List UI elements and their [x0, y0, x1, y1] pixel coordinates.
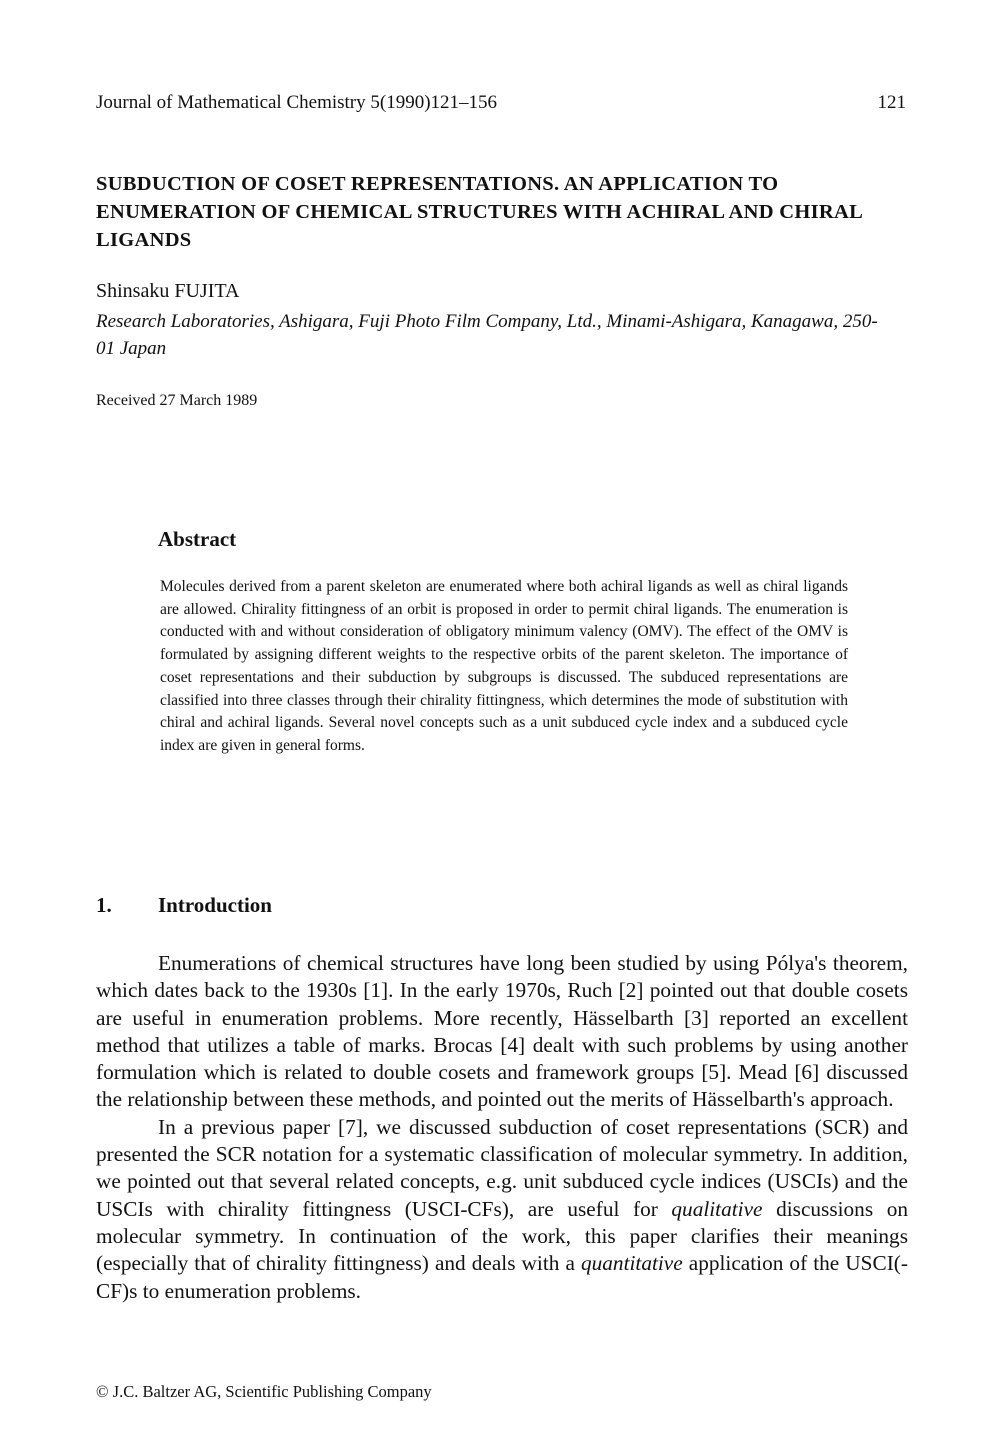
intro-p2-emphasis-qualitative: qualitative — [671, 1196, 763, 1221]
author-name: Shinsaku FUJITA — [96, 280, 240, 302]
section-title: Introduction — [158, 893, 272, 917]
intro-p2-text-c: application of the USCI(-CF)s to enumeration problems. — [96, 1251, 908, 1303]
copyright-footer: © J.C. Baltzer AG, Scientific Publishing Company — [96, 1382, 432, 1401]
intro-p2-text-b: discussions on molecular symmetry. In continuation of the work, this paper clarifies their meanings (especially that of chirality fittingness) and deals with a — [96, 1196, 909, 1276]
author-affiliation: Research Laboratories, Ashigara, Fuji Photo Film Company, Ltd., Minami-Ashigara, Kanagawa, 250-01 Japan — [96, 311, 878, 359]
intro-p2-emphasis-quantitative: quantitative — [580, 1251, 683, 1276]
journal-citation: Journal of Mathematical Chemistry 5(1990)121–156 — [96, 92, 498, 113]
section-heading — [96, 893, 272, 918]
running-head — [96, 92, 906, 114]
intro-p2-text-a: In a previous paper [7], we discussed subduction of coset representations (SCR) and presented the SCR notation for a systematic classification of molecular symmetry. In addition, we pointed out that several related concepts, e.g. unit subduced cycle indices (USCIs) and the USCIs with chirality fittingness (USCI-CFs), are useful for — [96, 1114, 908, 1221]
received-date: Received 27 March 1989 — [96, 392, 258, 409]
introduction-body — [96, 950, 908, 1305]
abstract-heading: Abstract — [158, 527, 237, 551]
abstract-text: Molecules derived from a parent skeleton are enumerated where both achiral ligands as well as chiral ligands are allowed. Chirality fittingness of an orbit is proposed in order to permit chiral ligands. The enumeration is conducted with and without consideration of obligatory minimum valency (OMV). The effect of the OMV is formulated by assigning different weights to the respective orbits of the parent skeleton. The importance of coset representations and their subduction by subgroups is discussed. The subduced representations are classified into three classes through their chirality fittingness, which determines the mode of substitution with chiral and achiral ligands. Several novel concepts such as a unit subduced cycle index and a subduced cycle index are given in general forms. — [160, 578, 848, 754]
section-number: 1. — [96, 893, 112, 917]
intro-paragraph-2 — [96, 1114, 908, 1305]
intro-paragraph-1: Enumerations of chemical structures have long been studied by using Pólya's theorem, which dates back to the 1930s [1]. In the early 1970s, Ruch [2] pointed out that double cosets are useful in enumeration problems. More recently, Hässelbarth [3] reported an excellent method that utilizes a table of marks. Brocas [4] dealt with such problems by using another formulation which is related to double cosets and framework groups [5]. Mead [6] discussed the relationship between these methods, and pointed out the merits of Hässelbarth's approach. — [96, 951, 908, 1112]
page-number: 121 — [877, 92, 906, 113]
paper-title: SUBDUCTION OF COSET REPRESENTATIONS. AN APPLICATION TO ENUMERATION OF CHEMICAL STRUCTURES WITH ACHIRAL AND CHIRAL LIGANDS — [96, 173, 862, 251]
